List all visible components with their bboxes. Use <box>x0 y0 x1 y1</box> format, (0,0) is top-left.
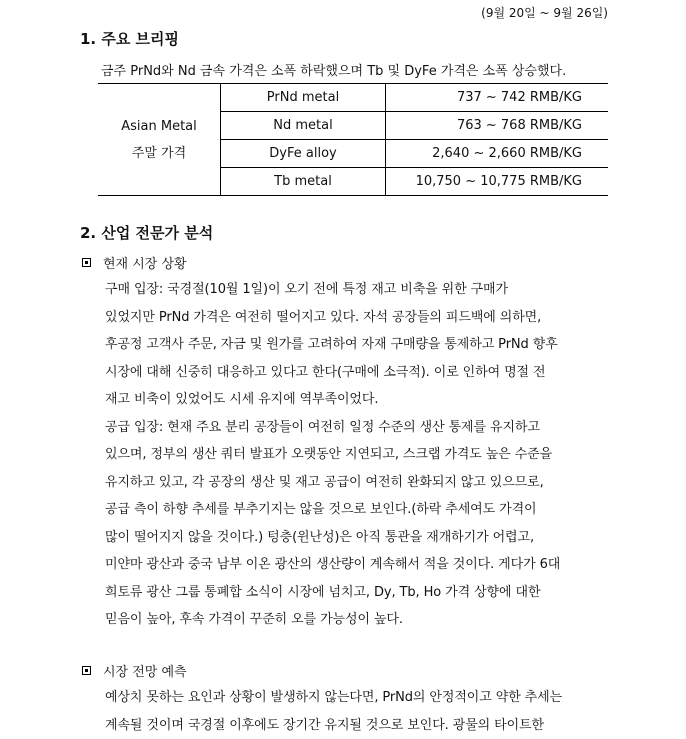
date-range: (9월 20일 ~ 9월 26일) <box>481 4 608 21</box>
table-item: Tb metal <box>221 168 386 196</box>
table-price: 2,640 ~ 2,660 RMB/KG <box>386 140 609 168</box>
section2-heading: 2. 산업 전문가 분석 <box>80 222 213 243</box>
paragraph-line: 시장에 대해 신중히 대응하고 있다고 한다(구매에 소극적). 이로 인하여 명절 전 <box>105 359 608 387</box>
paragraph-line: 믿음이 높아, 후속 가격이 꾸준히 오를 가능성이 높다. <box>105 606 608 634</box>
paragraph-line: 구매 입장: 국경절(10월 1일)이 오기 전에 특정 재고 비축을 위한 구매가 <box>105 276 608 304</box>
paragraph-line: 유지하고 있고, 각 공장의 생산 및 재고 공급이 여전히 완화되지 않고 있으므로, <box>105 469 608 497</box>
square-bullet-icon <box>82 258 91 267</box>
current-market-title: 현재 시장 상황 <box>103 253 187 272</box>
table-row <box>98 84 608 112</box>
square-bullet-icon <box>82 666 91 675</box>
summary-text: 금주 PrNd와 Nd 금속 가격은 소폭 하락했으며 Tb 및 DyFe 가격은 소폭 상승했다. <box>101 60 610 79</box>
table-price: 763 ~ 768 RMB/KG <box>386 112 609 140</box>
table-label-line2: 주말 가격 <box>98 140 220 167</box>
section1-heading: 1. 주요 브리핑 <box>80 28 179 49</box>
table-item: PrNd metal <box>221 84 386 112</box>
table-price: 737 ~ 742 RMB/KG <box>386 84 609 112</box>
paragraph-line: 공급 측이 하향 추세를 부추기지는 않을 것으로 보인다.(하락 추세여도 가격이 <box>105 496 608 524</box>
market-outlook-paragraph <box>105 684 608 739</box>
table-label-line1: Asian Metal <box>98 113 220 140</box>
paragraph-line: 많이 떨어지지 않을 것이다.) 텅충(윈난성)은 아직 통관을 재개하기가 어렵고, <box>105 524 608 552</box>
paragraph-line: 재고 비축이 있었어도 시세 유지에 역부족이었다. <box>105 386 608 414</box>
paragraph-line: 후공정 고객사 주문, 자금 및 원가를 고려하여 자재 구매량을 통제하고 PrNd 향후 <box>105 331 608 359</box>
table-price: 10,750 ~ 10,775 RMB/KG <box>386 168 609 196</box>
table-item: DyFe alloy <box>221 140 386 168</box>
paragraph-line: 미얀마 광산과 중국 남부 이온 광산의 생산량이 계속해서 적을 것이다. 게다가 6대 <box>105 551 608 579</box>
table-label-cell <box>98 84 221 196</box>
current-market-heading <box>82 253 187 272</box>
paragraph-line: 공급 입장: 현재 주요 분리 공장들이 여전히 일정 수준의 생산 통제를 유지하고 <box>105 414 608 442</box>
paragraph-line: 예상치 못하는 요인과 상황이 발생하지 않는다면, PrNd의 안정적이고 약한 추세는 <box>105 684 608 712</box>
paragraph-line: 희토류 광산 그룹 통폐합 소식이 시장에 넘치고, Dy, Tb, Ho 가격 상향에 대한 <box>105 579 608 607</box>
market-outlook-title: 시장 전망 예측 <box>103 661 187 680</box>
table-item: Nd metal <box>221 112 386 140</box>
price-table <box>98 83 608 196</box>
paragraph-line: 있으며, 정부의 생산 쿼터 발표가 오랫동안 지연되고, 스크랩 가격도 높은 수준을 <box>105 441 608 469</box>
market-outlook-heading <box>82 661 187 680</box>
current-market-paragraph <box>105 276 608 634</box>
paragraph-line: 있었지만 PrNd 가격은 여전히 떨어지고 있다. 자석 공장들의 피드백에 의하면, <box>105 304 608 332</box>
paragraph-line: 계속될 것이며 국경절 이후에도 장기간 유지될 것으로 보인다. 광물의 타이트한 <box>105 712 608 739</box>
